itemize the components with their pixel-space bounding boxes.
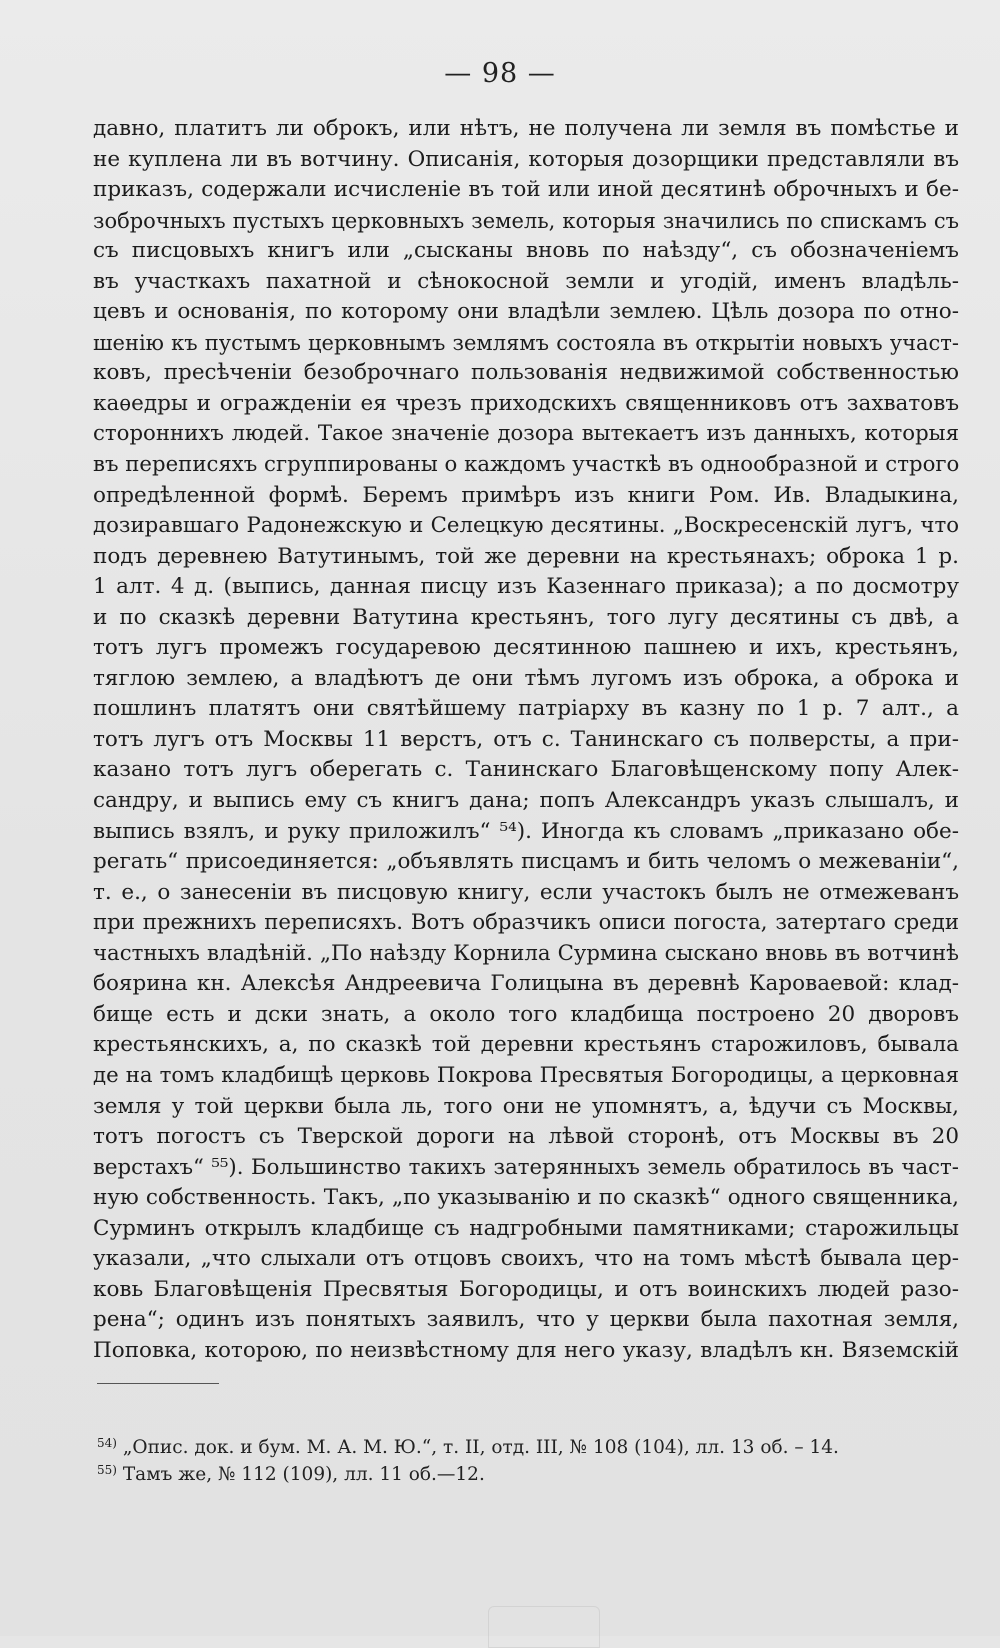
footnote-mark: 55)	[97, 1463, 117, 1477]
text-line: регать“ присоединяется: „объявлять писцамъ и бить челомъ о межеваніи“,	[93, 849, 959, 875]
text-line: зоброчныхъ пустыхъ церковныхъ земель, которыя значились по спискамъ съ	[93, 208, 959, 233]
text-line: цевъ и основанія, по которому они владѣли землею. Цѣль дозора по отно-	[93, 299, 959, 325]
footnote-mark: 54)	[97, 1436, 117, 1450]
text-line: дозиравшаго Радонежскую и Селецкую десятины. „Воскресенскій лугъ, что	[93, 513, 959, 539]
text-line: де на томъ кладбищѣ церковь Покрова Пресвятыя Богородицы, а церковная	[93, 1062, 959, 1088]
page-number: — 98 —	[444, 58, 556, 89]
text-line: Поповка, которою, по неизвѣстному для него указу, владѣлъ кн. Вяземскій	[93, 1337, 959, 1363]
text-line: приказъ, содержали исчисленіе въ той или иной десятинѣ оброчныхъ и бе-	[93, 177, 959, 203]
text-line: въ участкахъ пахатной и сѣнокосной земли и угодій, именъ владѣль-	[93, 268, 959, 294]
text-line: 1 алт. 4 д. (выпись, данная писцу изъ Казеннаго приказа); а по досмотру	[93, 574, 959, 600]
text-line: давно, платитъ ли оброкъ, или нѣтъ, не получена ли земля въ помѣстье и	[93, 116, 959, 141]
text-line: и по сказкѣ деревни Ватутина крестьянъ, того лугу десятины съ двѣ, а	[93, 604, 959, 630]
text-line: указали, „что слыхали отъ отцовъ своихъ, что на томъ мѣстѣ бывала цер-	[93, 1246, 959, 1272]
text-line: бище есть и дски знать, а около того кладбища построено 20 дворовъ	[93, 1001, 959, 1027]
text-line: казано тотъ лугъ оберегать с. Танинскаго Благовѣщенскому попу Алек-	[93, 757, 959, 783]
text-line: сандру, и выпись ему съ книгъ дана; попъ Александръ указъ слышалъ, и	[93, 788, 959, 814]
text-line: подъ деревнею Ватутинымъ, той же деревни на крестьянахъ; оброка 1 р.	[93, 543, 959, 569]
footnote-divider	[97, 1383, 219, 1384]
text-line: верстахъ“ ⁵⁵). Большинство такихъ затерянныхъ земель обратилось въ част-	[93, 1154, 959, 1180]
text-line: не куплена ли въ вотчину. Описанія, которыя дозорщики представляли въ	[93, 146, 959, 172]
footnote-54	[97, 1434, 967, 1461]
text-line: Сурминъ открылъ кладбище съ надгробными памятниками; старожильцы	[93, 1215, 959, 1241]
footnotes	[97, 1434, 967, 1488]
text-line: земля у той церкви была ль, того они не упомнятъ, а, ѣдучи съ Москвы,	[93, 1093, 959, 1119]
text-line: шенію къ пустымъ церковнымъ землямъ состояла въ открытіи новыхъ участ-	[93, 330, 959, 355]
text-line: стороннихъ людей. Такое значеніе дозора вытекаетъ изъ данныхъ, которыя	[93, 421, 959, 447]
footnote-text: Тамъ же, № 112 (109), лл. 11 об.—12.	[122, 1464, 485, 1485]
text-line: выпись взялъ, и руку приложилъ“ ⁵⁴). Иногда къ словамъ „приказано обе-	[93, 818, 959, 844]
text-line: боярина кн. Алексѣя Андреевича Голицына въ деревнѣ Кароваевой: клад-	[93, 971, 959, 997]
text-line: тотъ лугъ промежъ государевою десятинною пашнею и ихъ, крестьянъ,	[93, 635, 959, 661]
text-line: тотъ погостъ съ Тверской дороги на лѣвой сторонѣ, отъ Москвы въ 20	[93, 1124, 959, 1150]
text-line: пошлинъ платятъ они святѣйшему патріарху въ казну по 1 р. 7 алт., а	[93, 696, 959, 722]
footnote-text: „Опис. док. и бум. М. А. М. Ю.“, т. II, отд. III, № 108 (104), лл. 13 об. – 14.	[122, 1437, 839, 1458]
text-line: каѳедры и огражденіи ея чрезъ приходскихъ священниковъ отъ захватовъ	[93, 390, 959, 416]
library-stamp	[488, 1606, 600, 1648]
text-line: съ писцовыхъ книгъ или „сысканы вновь по наѣзду“, съ обозначеніемъ	[93, 238, 959, 264]
text-line: ковь Благовѣщенія Пресвятыя Богородицы, и отъ воинскихъ людей разо-	[93, 1276, 959, 1302]
text-line: крестьянскихъ, а, по сказкѣ той деревни крестьянъ старожиловъ, бывала	[93, 1032, 959, 1058]
text-line: т. е., о занесеніи въ писцовую книгу, если участокъ былъ не отмежеванъ	[93, 879, 959, 905]
main-text	[93, 114, 959, 1366]
footnote-55	[97, 1461, 967, 1488]
text-line: тяглою землею, а владѣютъ де они тѣмъ лугомъ изъ оброка, а оброка и	[93, 665, 959, 691]
text-line: при прежнихъ переписяхъ. Вотъ образчикъ описи погоста, затертаго среди	[93, 910, 959, 936]
text-line: частныхъ владѣній. „По наѣзду Корнила Сурмина сыскано вновь въ вотчинѣ	[93, 940, 959, 966]
text-line: ную собственность. Такъ, „по указыванію и по сказкѣ“ одного священника,	[93, 1185, 959, 1211]
text-line: опредѣленной формѣ. Беремъ примѣръ изъ книги Ром. Ив. Владыкина,	[93, 482, 959, 508]
text-line: рена“; одинъ изъ понятыхъ заявилъ, что у церкви была пахотная земля,	[93, 1307, 959, 1333]
text-line: тотъ лугъ отъ Москвы 11 верстъ, отъ с. Танинскаго съ полверсты, а при-	[93, 726, 959, 752]
text-line: въ переписяхъ сгруппированы о каждомъ участкѣ въ однообразной и строго	[93, 452, 959, 478]
text-line: ковъ, пресѣченіи безоброчнаго пользованія недвижимой собственностью	[93, 360, 959, 386]
